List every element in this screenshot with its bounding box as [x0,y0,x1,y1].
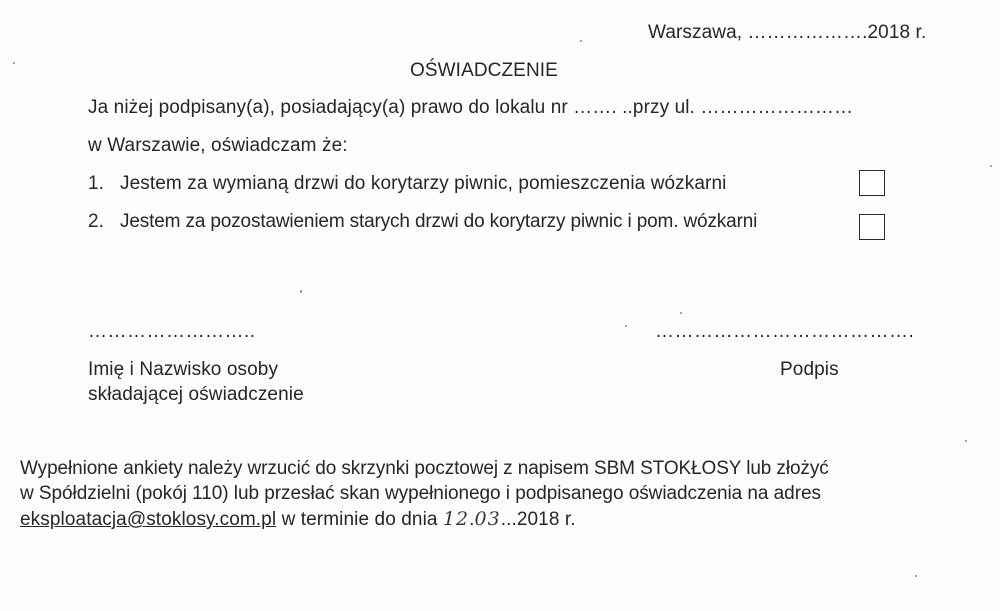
scan-speck [680,312,682,314]
option-2-checkbox[interactable] [859,214,885,240]
option-1-text: Jestem za wymianą drzwi do korytarzy piwnic, pomieszczenia wózkarni [120,173,727,194]
option-1-number: 1. [88,173,105,194]
document-title: OŚWIADCZENIE [410,60,558,81]
scan-speck [13,62,15,64]
footer-line-1: Wypełnione ankiety należy wrzucić do skrzynki pocztowej z napisem SBM STOKŁOSY lub złożyć [20,458,829,479]
footer-line-2: w Spółdzielni (pokój 110) lub przesłać skan wypełnionego i podpisanego oświadczenia na adres [20,483,821,504]
name-dots-line: …………………….. [88,321,256,342]
deadline-year: .2018 r. [511,509,576,530]
footer-line-3 [20,508,576,531]
intro-line-2: w Warszawie, oświadczam że: [88,135,348,156]
deadline-dots-2: .. [500,509,512,530]
deadline-text: w terminie do dnia [276,509,443,530]
deadline-dots-1: . [469,509,475,530]
name-label-line-1: Imię i Nazwisko osoby [88,359,279,380]
signature-label: Podpis [780,359,839,380]
scan-speck [300,290,302,293]
deadline-day-handwritten: 12 [442,508,470,530]
option-2-number: 2. [88,211,105,232]
option-2-text: Jestem za pozostawieniem starych drzwi do korytarzy piwnic i pom. wózkarni [120,211,758,232]
scan-speck [625,325,627,327]
name-label-line-2: składającej oświadczenie [88,384,304,405]
signature-dots-line: …………………………………. [655,321,915,342]
intro-line-1: Ja niżej podpisany(a), posiadający(a) prawo do lokalu nr ……. ..przy ul. …………………… [88,97,854,118]
scan-speck [580,40,582,42]
deadline-month-handwritten: 03 [474,508,501,530]
scan-speck [990,165,992,167]
scan-speck [965,440,967,442]
email-link[interactable]: eksploatacja@stoklosy.com.pl [20,509,277,530]
option-1-checkbox[interactable] [859,170,885,196]
place-date: Warszawa, ……………….2018 r. [648,22,927,43]
scan-speck [915,575,917,577]
